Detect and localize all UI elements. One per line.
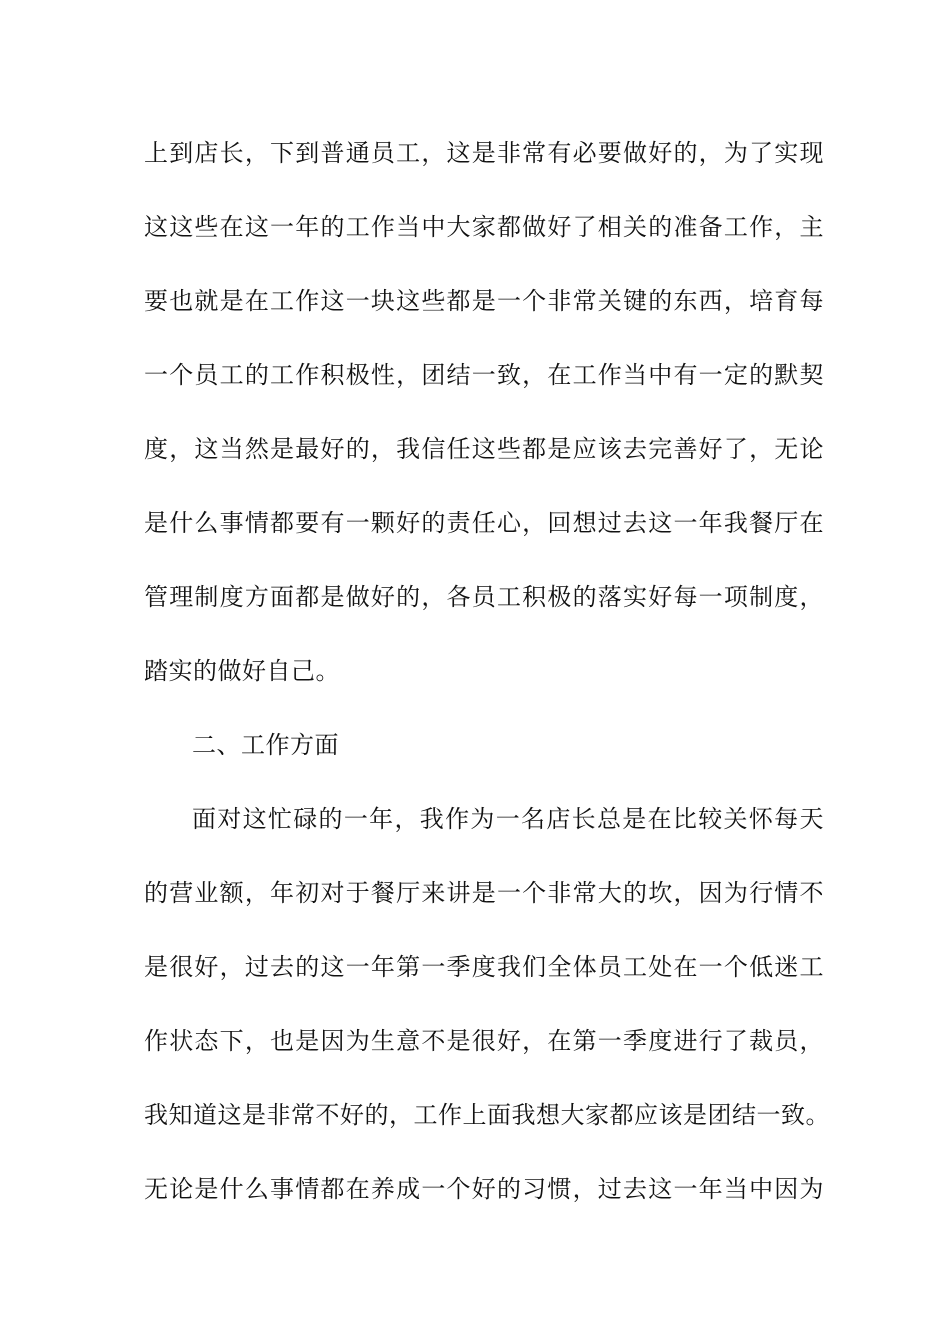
paragraph-line: 是很好，过去的这一年第一季度我们全体员工处在一个低迷工 [144, 953, 824, 981]
paragraph-line: 作状态下，也是因为生意不是很好，在第一季度进行了裁员， [144, 1027, 824, 1055]
paragraph-line: 我知道这是非常不好的，工作上面我想大家都应该是团结一致。 [144, 1101, 830, 1129]
paragraph-line: 的营业额，年初对于餐厅来讲是一个非常大的坎，因为行情不 [144, 879, 824, 907]
section-heading: 二、工作方面 [192, 731, 339, 759]
paragraph-line: 上到店长，下到普通员工，这是非常有必要做好的，为了实现 [144, 139, 824, 167]
paragraph-line: 度，这当然是最好的，我信任这些都是应该去完善好了，无论 [144, 435, 824, 463]
paragraph-line: 要也就是在工作这一块这些都是一个非常关键的东西，培育每 [144, 287, 824, 315]
paragraph-line: 踏实的做好自己。 [144, 657, 340, 685]
paragraph-line: 无论是什么事情都在养成一个好的习惯，过去这一年当中因为 [144, 1175, 824, 1203]
paragraph-line: 这这些在这一年的工作当中大家都做好了相关的准备工作，主 [144, 213, 824, 241]
paragraph-line: 管理制度方面都是做好的，各员工积极的落实好每一项制度， [144, 583, 824, 611]
paragraph-line: 面对这忙碌的一年，我作为一名店长总是在比较关怀每天 [192, 805, 824, 833]
paragraph-line: 一个员工的工作积极性，团结一致，在工作当中有一定的默契 [144, 361, 824, 389]
paragraph-line: 是什么事情都要有一颗好的责任心，回想过去这一年我餐厅在 [144, 509, 824, 537]
